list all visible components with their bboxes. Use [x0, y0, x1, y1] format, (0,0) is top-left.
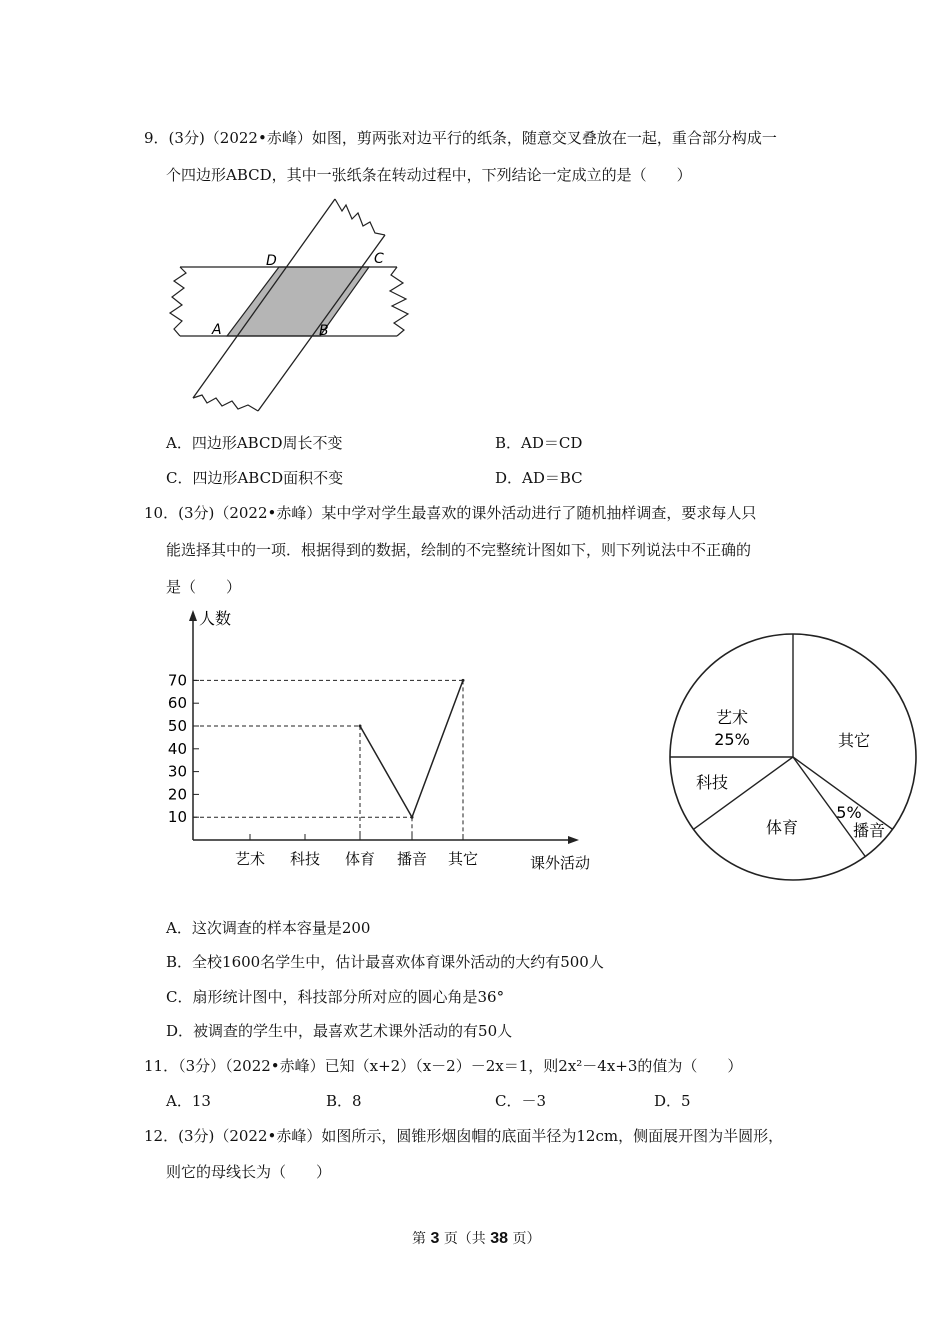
strip-left-torn-edge: [170, 267, 186, 336]
label-a: A: [212, 322, 222, 338]
x-axis-label: 课外活动: [530, 854, 591, 872]
q9-line2: 个四边形ABCD，其中一张纸条在转动过程中，下列结论一定成立的是（ ）: [166, 166, 692, 184]
q9-figure: [160, 195, 420, 417]
q11-line: 11．（3分）（2022•赤峰）已知（x+2）（x－2）－2x＝1，则2x²－4x+3的值为（ ）: [144, 1057, 743, 1075]
q10-line3: 是（ ）: [166, 578, 242, 596]
y-tick-label: 60: [167, 694, 187, 713]
q11-option-c[interactable]: C．－3: [495, 1092, 547, 1110]
line-chart: [150, 600, 620, 880]
y-axis-label: 人数: [199, 609, 232, 628]
q10-option-b[interactable]: B．全校1600名学生中，估计最喜欢体育课外活动的大约有500人: [166, 953, 604, 971]
data-point: [411, 816, 414, 819]
x-tick-label: 其它: [447, 850, 479, 868]
strip2-top-torn-edge: [335, 199, 385, 235]
pie-slice-label: 其它: [837, 731, 871, 750]
pie-chart: [664, 628, 924, 888]
q10-line2: 能选择其中的一项．根据得到的数据，绘制的不完整统计图如下，则下列说法中不正确的: [166, 541, 752, 559]
y-axis-arrow-icon: [189, 610, 197, 621]
strip-right-torn-edge: [390, 267, 408, 336]
pie-slice-percent: 5%: [836, 803, 862, 822]
series-line: [360, 680, 463, 817]
label-c: C: [374, 251, 384, 267]
q9-option-d[interactable]: D．AD＝BC: [495, 469, 583, 487]
q9-line1: 9．(3分)（2022•赤峰）如图，剪两张对边平行的纸条，随意交叉叠放在一起，重合部分构成一: [144, 129, 777, 147]
x-tick-label: 科技: [289, 850, 321, 868]
footer-mid: 页（共: [443, 1231, 486, 1247]
y-tick-label: 70: [167, 671, 187, 690]
q11-option-a[interactable]: A．13: [166, 1092, 211, 1110]
q11-option-d[interactable]: D．5: [654, 1092, 691, 1110]
footer-post: 页）: [512, 1231, 541, 1247]
q9-option-a[interactable]: A．四边形ABCD周长不变: [166, 434, 343, 452]
pie-slice-label: 播音: [852, 821, 886, 840]
footer-pre: 第: [412, 1231, 426, 1247]
q10-option-c[interactable]: C．扇形统计图中，科技部分所对应的圆心角是36°: [166, 988, 505, 1006]
footer-page-number: 3: [430, 1230, 440, 1247]
pie-slice-percent: 25%: [714, 730, 750, 749]
x-tick-label: 体育: [344, 850, 376, 868]
q10-option-d[interactable]: D．被调查的学生中，最喜欢艺术课外活动的有50人: [166, 1022, 513, 1040]
data-point: [462, 679, 465, 682]
y-tick-label: 30: [167, 762, 187, 781]
data-point: [359, 725, 362, 728]
q12-line1: 12．(3分)（2022•赤峰）如图所示，圆锥形烟囱帽的底面半径为12cm，侧面展开图为半圆形，: [144, 1127, 784, 1145]
parallelogram-abcd: [227, 267, 369, 336]
pie-slice-label: 体育: [765, 818, 799, 837]
q11-option-b[interactable]: B．8: [326, 1092, 362, 1110]
page-footer: [412, 1228, 541, 1248]
label-d: D: [266, 253, 277, 269]
q10-line1: 10．(3分)（2022•赤峰）某中学对学生最喜欢的课外活动进行了随机抽样调查，要求每人只: [144, 504, 757, 522]
y-tick-label: 40: [167, 739, 187, 758]
y-tick-label: 50: [167, 717, 187, 735]
x-tick-label: 艺术: [234, 850, 266, 868]
footer-total-pages: 38: [490, 1230, 509, 1247]
y-tick-label: 20: [167, 785, 187, 804]
x-axis-arrow-icon: [568, 836, 579, 844]
y-tick-label: 10: [167, 808, 187, 827]
x-tick-label: 播音: [396, 850, 428, 868]
q9-option-b[interactable]: B．AD＝CD: [495, 434, 583, 452]
q10-option-a[interactable]: A．这次调查的样本容量是200: [166, 919, 371, 937]
q12-line2: 则它的母线长为（ ）: [166, 1163, 332, 1181]
pie-slice-label: 艺术: [715, 708, 749, 727]
q9-option-c[interactable]: C．四边形ABCD面积不变: [166, 469, 344, 487]
strip2-bottom-torn-edge: [193, 395, 258, 411]
pie-slice-label: 科技: [695, 773, 729, 792]
label-b: B: [319, 323, 329, 339]
